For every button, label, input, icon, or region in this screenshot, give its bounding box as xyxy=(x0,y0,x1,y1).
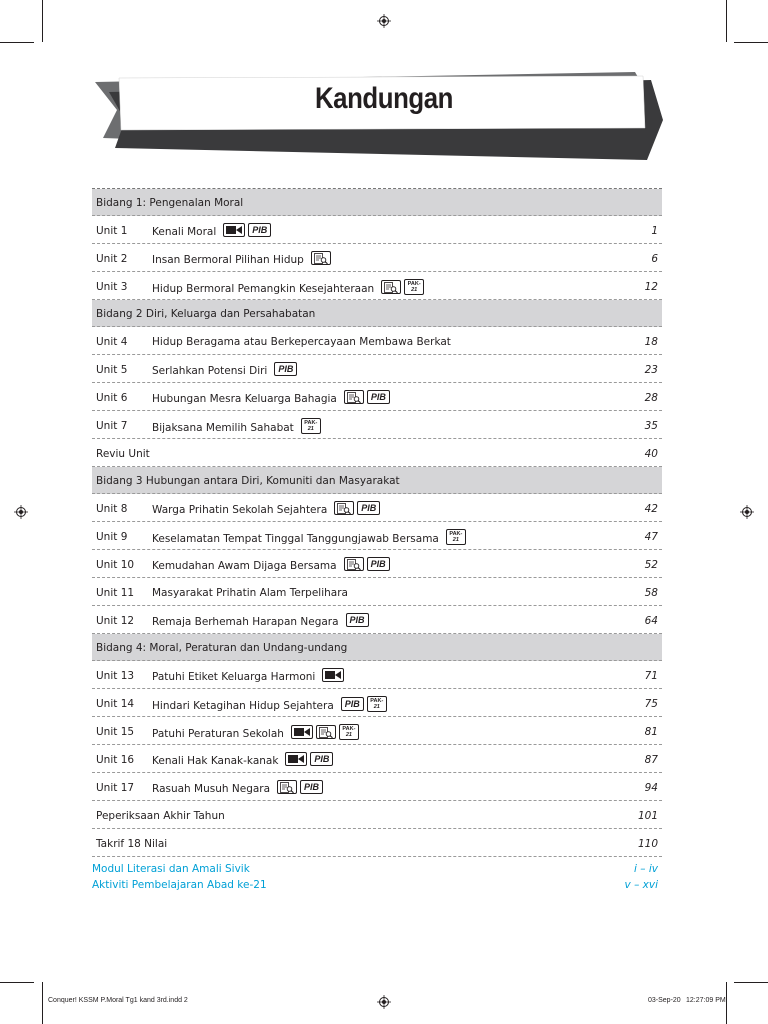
toc-page-number: 87 xyxy=(644,754,658,766)
toc-row[interactable] xyxy=(92,578,662,606)
toc-row[interactable] xyxy=(92,272,662,300)
toc-unit-title xyxy=(152,503,380,517)
toc-row[interactable] xyxy=(92,801,662,829)
toc-unit-title xyxy=(152,364,297,378)
toc-page-number: 35 xyxy=(644,420,658,432)
toc-unit-title-label: Kenali Moral xyxy=(152,226,217,238)
section-heading-label: Bidang 3 Hubungan antara Diri, Komuniti dan Masyarakat xyxy=(96,475,400,487)
toc-unit-title-label: Warga Prihatin Sekolah Sejahtera xyxy=(152,504,328,516)
toc-unit-number: Unit 7 xyxy=(96,420,128,432)
toc-unit-title-label: Patuhi Etiket Keluarga Harmoni xyxy=(152,671,316,683)
document-search-icon xyxy=(316,725,336,739)
pib-icon: PIB xyxy=(248,223,271,237)
document-search-icon xyxy=(277,780,297,794)
toc-unit-title xyxy=(152,587,352,599)
toc-row[interactable] xyxy=(92,383,662,411)
toc-unit-number: Unit 17 xyxy=(96,782,135,794)
pib-icon: PIB xyxy=(341,697,364,711)
toc-unit-title xyxy=(152,420,321,436)
pib-icon: PIB xyxy=(274,362,297,376)
toc-page-number: 81 xyxy=(644,726,658,738)
toc-unit-number: Unit 13 xyxy=(96,670,135,682)
crop-mark xyxy=(42,0,43,42)
pib-icon: PIB xyxy=(346,613,369,627)
section-heading xyxy=(92,189,662,216)
section-heading xyxy=(92,634,662,661)
toc-unit-number: Unit 10 xyxy=(96,559,135,571)
toc-unit-title xyxy=(152,754,333,768)
section-heading xyxy=(92,467,662,494)
toc-unit-title xyxy=(152,253,331,267)
document-search-icon xyxy=(311,251,331,265)
toc-unit-title-label: Patuhi Peraturan Sekolah xyxy=(152,728,284,740)
toc-row[interactable] xyxy=(92,829,662,857)
toc-row[interactable] xyxy=(92,717,662,745)
toc-unit-title-label: Hubungan Mesra Keluarga Bahagia xyxy=(152,393,337,405)
toc-page-number: 1 xyxy=(651,225,658,237)
registration-mark-icon xyxy=(377,995,391,1009)
extra-item-label: Modul Literasi dan Amali Sivik xyxy=(92,863,250,875)
toc-unit-number: Unit 5 xyxy=(96,364,128,376)
toc-row[interactable] xyxy=(92,216,662,244)
document-search-icon xyxy=(344,557,364,571)
section-heading-label: Bidang 2 Diri, Keluarga dan Persahabatan xyxy=(96,308,316,320)
extra-item[interactable] xyxy=(92,879,662,891)
toc-page-number: 110 xyxy=(637,838,658,850)
pib-icon: PIB xyxy=(310,752,333,766)
pib-icon: PIB xyxy=(357,501,380,515)
toc-page-number: 28 xyxy=(644,392,658,404)
extra-item-label: Aktiviti Pembelajaran Abad ke-21 xyxy=(92,879,267,891)
pib-icon: PIB xyxy=(367,557,390,571)
toc-page-number: 71 xyxy=(644,670,658,682)
toc-unit-number: Unit 11 xyxy=(96,587,135,599)
toc-unit-title xyxy=(152,225,271,239)
crop-mark xyxy=(726,982,727,1024)
pak21-icon: PAK- 21 xyxy=(404,279,424,295)
toc-unit-title xyxy=(152,559,390,573)
extra-item[interactable] xyxy=(92,863,662,875)
toc-entry-title: Peperiksaan Akhir Tahun xyxy=(96,810,225,822)
toc-unit-title xyxy=(152,615,369,629)
video-icon xyxy=(223,223,245,237)
footer-time: 12:27:09 PM xyxy=(686,997,726,1004)
toc-page-number: 12 xyxy=(644,281,658,293)
pib-icon: PIB xyxy=(300,780,323,794)
extra-item-pages: i – iv xyxy=(634,863,658,875)
toc-row[interactable] xyxy=(92,244,662,272)
document-search-icon xyxy=(344,390,364,404)
toc-unit-number: Unit 16 xyxy=(96,754,135,766)
toc-row[interactable] xyxy=(92,550,662,578)
toc-unit-number: Unit 1 xyxy=(96,225,128,237)
extra-item-pages: v – xvi xyxy=(624,879,658,891)
toc-unit-number: Unit 8 xyxy=(96,503,128,515)
page-title: Kandungan xyxy=(314,82,454,115)
toc-row[interactable] xyxy=(92,689,662,717)
registration-mark-icon xyxy=(14,505,28,519)
crop-mark xyxy=(42,982,43,1024)
toc-unit-title xyxy=(152,782,323,796)
toc-unit-number: Unit 15 xyxy=(96,726,135,738)
toc-row[interactable] xyxy=(92,411,662,439)
toc-unit-title-label: Keselamatan Tempat Tinggal Tanggungjawab Bersama xyxy=(152,533,439,545)
document-search-icon xyxy=(381,280,401,294)
toc-row[interactable] xyxy=(92,439,662,467)
section-heading xyxy=(92,300,662,327)
pib-icon: PIB xyxy=(367,390,390,404)
pak21-icon: PAK- 21 xyxy=(339,724,359,740)
crop-mark xyxy=(734,982,768,983)
toc-unit-number: Unit 9 xyxy=(96,531,128,543)
toc-entry-title: Reviu Unit xyxy=(96,448,150,460)
toc-page-number: 101 xyxy=(637,810,658,822)
toc-unit-title xyxy=(152,698,387,714)
toc-page-number: 58 xyxy=(644,587,658,599)
crop-mark xyxy=(734,42,768,43)
footer-file: Conquer! KSSM P.Moral Tg1 kand 3rd.indd 2 xyxy=(48,997,188,1004)
toc-unit-title-label: Kemudahan Awam Dijaga Bersama xyxy=(152,560,337,572)
toc-unit-number: Unit 12 xyxy=(96,615,135,627)
toc-page-number: 18 xyxy=(644,336,658,348)
toc-entry-title: Takrif 18 Nilai xyxy=(96,838,168,850)
toc-row[interactable] xyxy=(92,773,662,801)
toc-unit-title-label: Serlahkan Potensi Diri xyxy=(152,365,268,377)
toc-unit-title xyxy=(152,281,424,297)
crop-mark xyxy=(726,0,727,42)
toc-page-number: 40 xyxy=(644,448,658,460)
toc-unit-number: Unit 3 xyxy=(96,281,128,293)
toc-unit-title xyxy=(152,670,344,684)
pak21-icon: PAK- 21 xyxy=(446,529,466,545)
toc-unit-title xyxy=(152,392,390,406)
toc-unit-title-label: Kenali Hak Kanak-kanak xyxy=(152,755,279,767)
table-of-contents xyxy=(92,188,662,857)
pak21-icon: PAK- 21 xyxy=(301,418,321,434)
toc-page-number: 94 xyxy=(644,782,658,794)
footer-date: 03-Sep-20 xyxy=(648,997,681,1004)
toc-unit-number: Unit 14 xyxy=(96,698,135,710)
toc-unit-title-label: Masyarakat Prihatin Alam Terpelihara xyxy=(152,587,348,599)
toc-row[interactable] xyxy=(92,522,662,550)
toc-row[interactable] xyxy=(92,606,662,634)
toc-row[interactable] xyxy=(92,355,662,383)
crop-mark xyxy=(0,982,34,983)
toc-unit-title xyxy=(152,336,455,348)
document-search-icon xyxy=(334,501,354,515)
toc-unit-title-label: Remaja Berhemah Harapan Negara xyxy=(152,616,339,628)
toc-row[interactable] xyxy=(92,745,662,773)
toc-unit-number: Unit 2 xyxy=(96,253,128,265)
toc-row[interactable] xyxy=(92,494,662,522)
registration-mark-icon xyxy=(740,505,754,519)
toc-row[interactable] xyxy=(92,661,662,689)
toc-unit-title-label: Bijaksana Memilih Sahabat xyxy=(152,422,294,434)
toc-page-number: 75 xyxy=(644,698,658,710)
toc-page-number: 52 xyxy=(644,559,658,571)
section-heading-label: Bidang 1: Pengenalan Moral xyxy=(96,197,244,209)
video-icon xyxy=(285,752,307,766)
toc-page-number: 64 xyxy=(644,615,658,627)
section-heading-label: Bidang 4: Moral, Peraturan dan Undang-undang xyxy=(96,642,348,654)
video-icon xyxy=(291,725,313,739)
registration-mark-icon xyxy=(377,14,391,28)
toc-unit-title xyxy=(152,531,466,547)
toc-page-number: 6 xyxy=(651,253,658,265)
pak21-icon: PAK- 21 xyxy=(367,696,387,712)
toc-unit-title xyxy=(152,726,359,742)
toc-unit-number: Unit 4 xyxy=(96,336,128,348)
toc-unit-number: Unit 6 xyxy=(96,392,128,404)
toc-unit-title-label: Insan Bermoral Pilihan Hidup xyxy=(152,254,304,266)
toc-page-number: 42 xyxy=(644,503,658,515)
toc-page-number: 47 xyxy=(644,531,658,543)
video-icon xyxy=(322,668,344,682)
toc-row[interactable] xyxy=(92,327,662,355)
toc-unit-title-label: Hidup Beragama atau Berkepercayaan Membawa Berkat xyxy=(152,336,451,348)
toc-unit-title-label: Rasuah Musuh Negara xyxy=(152,783,271,795)
toc-unit-title-label: Hindari Ketagihan Hidup Sejahtera xyxy=(152,700,334,712)
toc-unit-title-label: Hidup Bermoral Pemangkin Kesejahteraan xyxy=(152,283,375,295)
toc-page-number: 23 xyxy=(644,364,658,376)
crop-mark xyxy=(0,42,34,43)
